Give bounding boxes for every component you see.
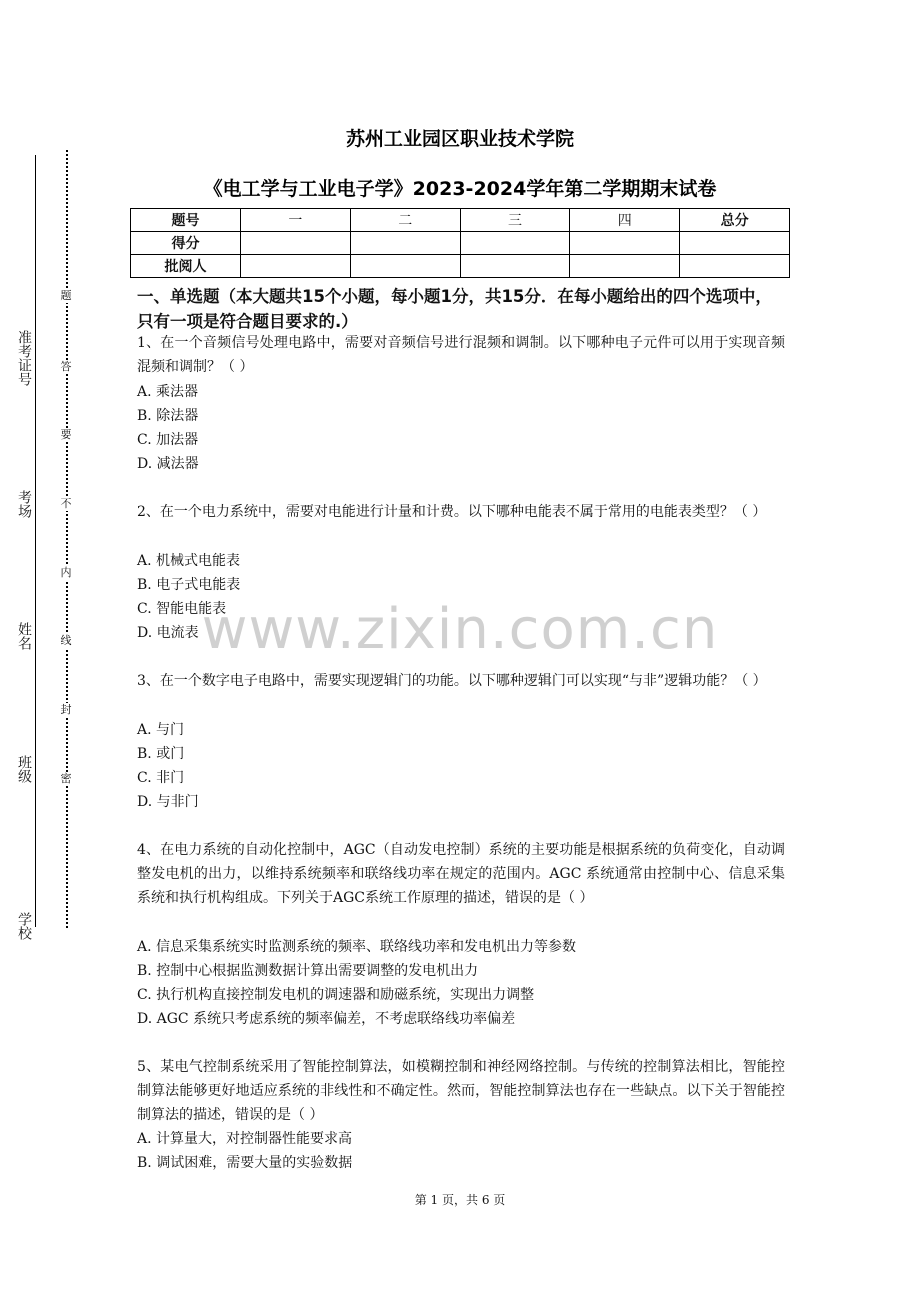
table-cell: 总分 xyxy=(680,209,790,232)
grader-cell[interactable] xyxy=(350,255,460,278)
exam-number-label: 准考证号 xyxy=(16,330,32,386)
page-footer: 第 1 页，共 6 页 xyxy=(414,1193,506,1207)
seal-char: 内 xyxy=(58,566,74,580)
option-a[interactable]: A. 与门 xyxy=(137,722,185,738)
grader-cell[interactable] xyxy=(460,255,570,278)
table-cell: 四 xyxy=(570,209,680,232)
exam-room-label: 考场 xyxy=(16,490,32,518)
score-cell[interactable] xyxy=(680,232,790,255)
watermark: www.zixin.com.cn xyxy=(201,597,719,662)
option-d[interactable]: D. AGC 系统只考虑系统的频率偏差，不考虑联络线功率偏差 xyxy=(137,1011,516,1027)
binding-line xyxy=(35,155,36,927)
name-label: 姓名 xyxy=(16,622,32,650)
seal-char: 线 xyxy=(58,634,74,648)
table-cell: 二 xyxy=(350,209,460,232)
seal-char: 答 xyxy=(58,360,74,374)
seal-char: 密 xyxy=(58,772,74,786)
score-table-header-row xyxy=(131,209,790,232)
school-label: 学校 xyxy=(16,912,32,940)
option-b[interactable]: B. 除法器 xyxy=(137,408,199,424)
question-stem: 2、在一个电力系统中，需要对电能进行计量和计费。以下哪种电能表不属于常用的电能表类型？（ ） xyxy=(137,504,767,520)
option-a[interactable]: A. 信息采集系统实时监测系统的频率、联络线功率和发电机出力等参数 xyxy=(137,939,577,955)
option-d[interactable]: D. 电流表 xyxy=(137,625,199,641)
question-stem: 1、在一个音频信号处理电路中，需要对音频信号进行混频和调制。以下哪种电子元件可以用于实现音频混频和调制？（ ） xyxy=(137,335,785,375)
option-c[interactable]: C. 非门 xyxy=(137,770,185,786)
option-a[interactable]: A. 机械式电能表 xyxy=(137,553,241,569)
option-d[interactable]: D. 与非门 xyxy=(137,794,199,810)
option-c[interactable]: C. 执行机构直接控制发电机的调速器和励磁系统，实现出力调整 xyxy=(137,987,535,1003)
option-a[interactable]: A. 乘法器 xyxy=(137,384,199,400)
score-table-row xyxy=(131,232,790,255)
school-title: 苏州工业园区职业技术学院 xyxy=(345,128,574,150)
grader-cell[interactable] xyxy=(241,255,351,278)
seal-char: 封 xyxy=(58,703,74,717)
seal-dotted-line xyxy=(66,150,68,928)
option-d[interactable]: D. 减法器 xyxy=(137,456,199,472)
seal-char: 不 xyxy=(58,497,74,511)
option-b[interactable]: B. 或门 xyxy=(137,746,185,762)
score-cell[interactable] xyxy=(350,232,460,255)
option-a[interactable]: A. 计算量大，对控制器性能要求高 xyxy=(137,1131,353,1147)
seal-char: 题 xyxy=(58,289,74,303)
grader-cell[interactable] xyxy=(680,255,790,278)
score-table xyxy=(130,208,790,278)
table-cell: 批阅人 xyxy=(131,255,241,278)
grader-cell[interactable] xyxy=(570,255,680,278)
score-table-row xyxy=(131,255,790,278)
question-stem: 5、某电气控制系统采用了智能控制算法，如模糊控制和神经网络控制。与传统的控制算法相比，智能控制算法能够更好地适应系统的非线性和不确定性。然而，智能控制算法也存在一些缺点。以下关于智能控制算法的描述，错误的是（ ） xyxy=(137,1059,785,1123)
option-b[interactable]: B. 调试困难，需要大量的实验数据 xyxy=(137,1155,353,1171)
score-cell[interactable] xyxy=(241,232,351,255)
section-heading: 一、单选题（本大题共15个小题，每小题1分，共15分．在每小题给出的四个选项中，只有一项是符合题目要求的.） xyxy=(137,287,772,331)
question-stem: 4、在电力系统的自动化控制中，AGC（自动发电控制）系统的主要功能是根据系统的负荷变化，自动调整发电机的出力，以维持系统频率和联络线功率在规定的范围内。AGC 系统通常由控制中心、信息采集系统和执行机构组成。下列关于AGC系统工作原理的描述，错误的是（ ） xyxy=(137,842,785,906)
question-stem: 3、在一个数字电子电路中，需要实现逻辑门的功能。以下哪种逻辑门可以实现“与非”逻辑功能？（ ） xyxy=(137,673,767,689)
table-cell: 一 xyxy=(241,209,351,232)
seal-char: 要 xyxy=(58,428,74,442)
option-c[interactable]: C. 智能电能表 xyxy=(137,601,227,617)
table-cell: 三 xyxy=(460,209,570,232)
table-cell: 得分 xyxy=(131,232,241,255)
exam-title: 《电工学与工业电子学》2023-2024学年第二学期期末试卷 xyxy=(203,178,717,200)
option-b[interactable]: B. 控制中心根据监测数据计算出需要调整的发电机出力 xyxy=(137,963,479,979)
table-cell: 题号 xyxy=(131,209,241,232)
score-cell[interactable] xyxy=(570,232,680,255)
option-c[interactable]: C. 加法器 xyxy=(137,432,199,448)
score-cell[interactable] xyxy=(460,232,570,255)
option-b[interactable]: B. 电子式电能表 xyxy=(137,577,241,593)
class-label: 班级 xyxy=(16,755,32,783)
